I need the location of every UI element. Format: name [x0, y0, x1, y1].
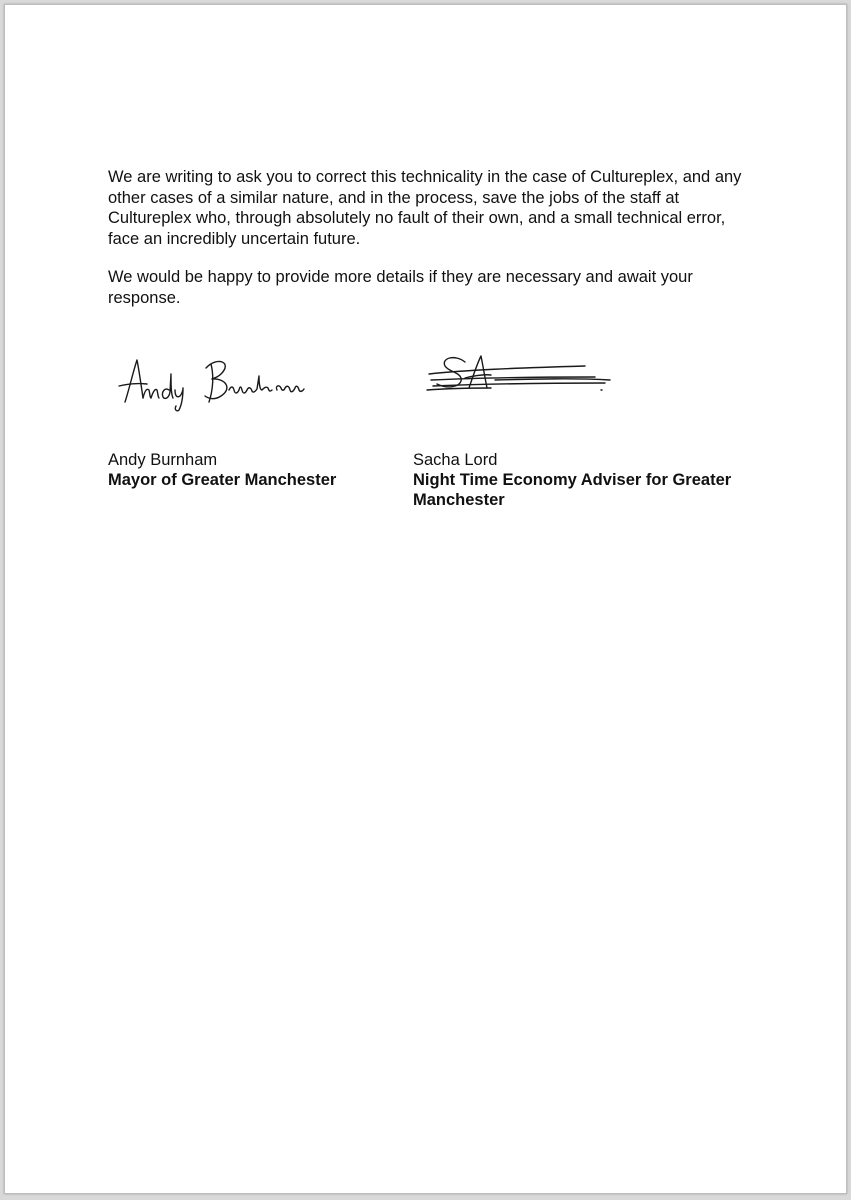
- signatory-title: Night Time Economy Adviser for Greater Manchester: [413, 471, 732, 509]
- signatory-name: Andy Burnham: [108, 451, 218, 469]
- body-paragraph: We are writing to ask you to correct this technicality in the case of Cultureplex, and any other cases of a similar nature, and in the process, save the jobs of the staff at Cultureplex who, through absolutely no fault of their own, and a small technical error, face an incredibly uncertain future.: [108, 168, 742, 248]
- signature-andy-burnham: [113, 350, 313, 412]
- signatory-title: Mayor of Greater Manchester: [108, 471, 337, 489]
- body-paragraph: We would be happy to provide more details if they are necessary and await your response.: [108, 268, 693, 307]
- signatory-block-andy-burnham: [108, 450, 388, 490]
- letter-page: [4, 4, 847, 1194]
- signatory-block-sacha-lord: [413, 450, 743, 510]
- signature-sacha-lord: [425, 350, 620, 400]
- signatory-name: Sacha Lord: [413, 451, 498, 469]
